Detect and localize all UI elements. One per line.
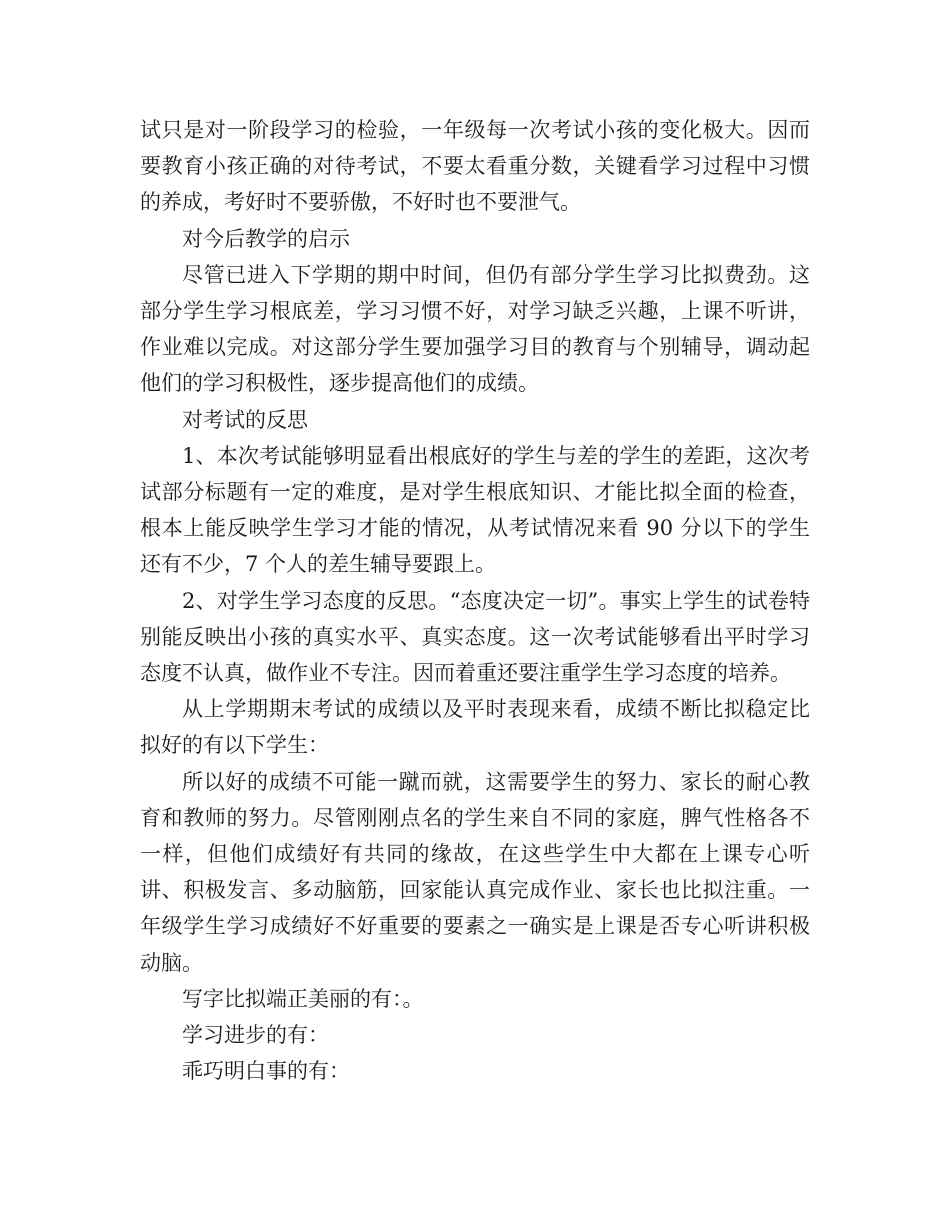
paragraph-reflection-2: 2、对学生学习态度的反思。“态度决定一切”。事实上学生的试卷特别能反映出小孩的真实水平、真实态度。这一次考试能够看出平时学习态度不认真，做作业不专注。因而着重还要注重学生学习态度的培养。 <box>140 588 810 686</box>
paragraph-struggling-students: 尽管已进入下学期的期中时间，但仍有部分学生学习比拟费劲。这部分学生学习根底差，学习习惯不好，对学习缺乏兴趣，上课不听讲，作业难以完成。对这部分学生要加强学习目的教育与个别辅导，调动起他们的学习积极性，逐步提高他们的成绩。 <box>140 262 810 396</box>
section-heading-teaching-insights: 对今后教学的启示 <box>182 226 350 251</box>
paragraph-exam-attitude: 试只是对一阶段学习的检验，一年级每一次考试小孩的变化极大。因而要教育小孩正确的对待考试，不要太看重分数，关键看学习过程中习惯的养成，考好时不要骄傲，不好时也不要泄气。 <box>140 118 810 215</box>
list-heading-well-behaved: 乖巧明白事的有： <box>182 1059 350 1084</box>
list-heading-progress: 学习进步的有： <box>182 1023 329 1048</box>
list-heading-neat-writing: 写字比拟端正美丽的有：。 <box>182 986 424 1011</box>
section-heading-exam-reflection: 对考试的反思 <box>182 407 308 432</box>
paragraph-good-results: 所以好的成绩不可能一蹴而就，这需要学生的努力、家长的耐心教育和教师的努力。尽管刚刚点名的学生来自不同的家庭，脾气性格各不一样，但他们成绩好有共同的缘故，在这些学生中大都在上课专心听讲、积极发言、多动脑筋，回家能认真完成作业、家长也比拟注重。一年级学生学习成绩好不好重要的要素之一确实是上课是否专心听讲积极动脑。 <box>140 769 810 975</box>
document-page <box>140 112 810 1089</box>
paragraph-reflection-1: 1、本次考试能够明显看出根底好的学生与差的学生的差距，这次考试部分标题有一定的难度，是对学生根底知识、才能比拟全面的检查，根本上能反映学生学习才能的情况，从考试情况来看 90 分以下的学生还有不少，7 个人的差生辅导要跟上。 <box>140 443 810 577</box>
paragraph-stable-students: 从上学期期末考试的成绩以及平时表现来看，成绩不断比拟稳定比拟好的有以下学生： <box>140 697 810 758</box>
